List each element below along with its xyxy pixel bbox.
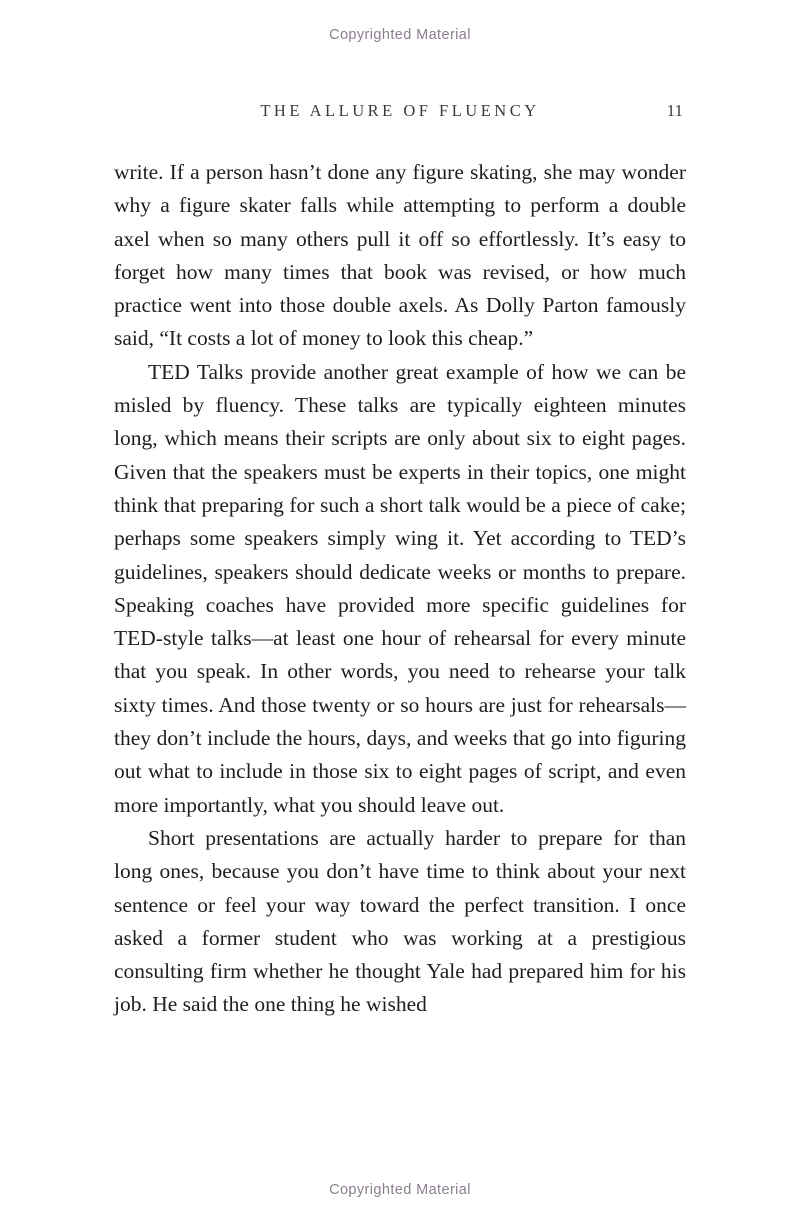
body-text (114, 156, 686, 1022)
paragraph: Short presentations are actually harder to prepare for than long ones, because you don’t have time to think about your next sentence or feel your way toward the perfect transition. I once asked a former student who was working at a prestigious consulting firm whether he thought Yale had prepared him for his job. He said the one thing he wished (114, 825, 686, 1017)
paragraph: write. If a person hasn’t done any figure skating, she may wonder why a figure skater falls while attempting to perform a double axel when so many others pull it off so effortlessly. It’s easy to forget how many times that book was revised, or how much practice went into those double axels. As Dolly Parton famously said, “It costs a lot of money to look this cheap.” (114, 160, 686, 351)
paragraph: TED Talks provide another great example of how we can be misled by fluency. These talks are typically eighteen minutes long, which means their scripts are only about six to eight pages. Given that the speakers must be experts in their topics, one might think that preparing for such a short talk would be a piece of cake; perhaps some speakers simply wing it. Yet according to TED’s guidelines, speakers should dedicate weeks or months to prepare. Speaking coaches have provided more specific guidelines for TED-style talks—at least one hour of rehearsal for every minute that you speak. In other words, you need to rehearse your talk sixty times. And those twenty or so hours are just for rehearsals—they don’t include the hours, days, and weeks that go into figuring out what to include in those six to eight pages of script, and even more importantly, what you should leave out. (114, 359, 686, 817)
page-number: 11 (666, 101, 683, 120)
chapter-title: THE ALLURE OF FLUENCY (260, 101, 540, 120)
running-header (115, 101, 685, 123)
copyright-notice-top: Copyrighted Material (329, 27, 471, 43)
copyright-notice-bottom: Copyrighted Material (329, 1182, 471, 1198)
